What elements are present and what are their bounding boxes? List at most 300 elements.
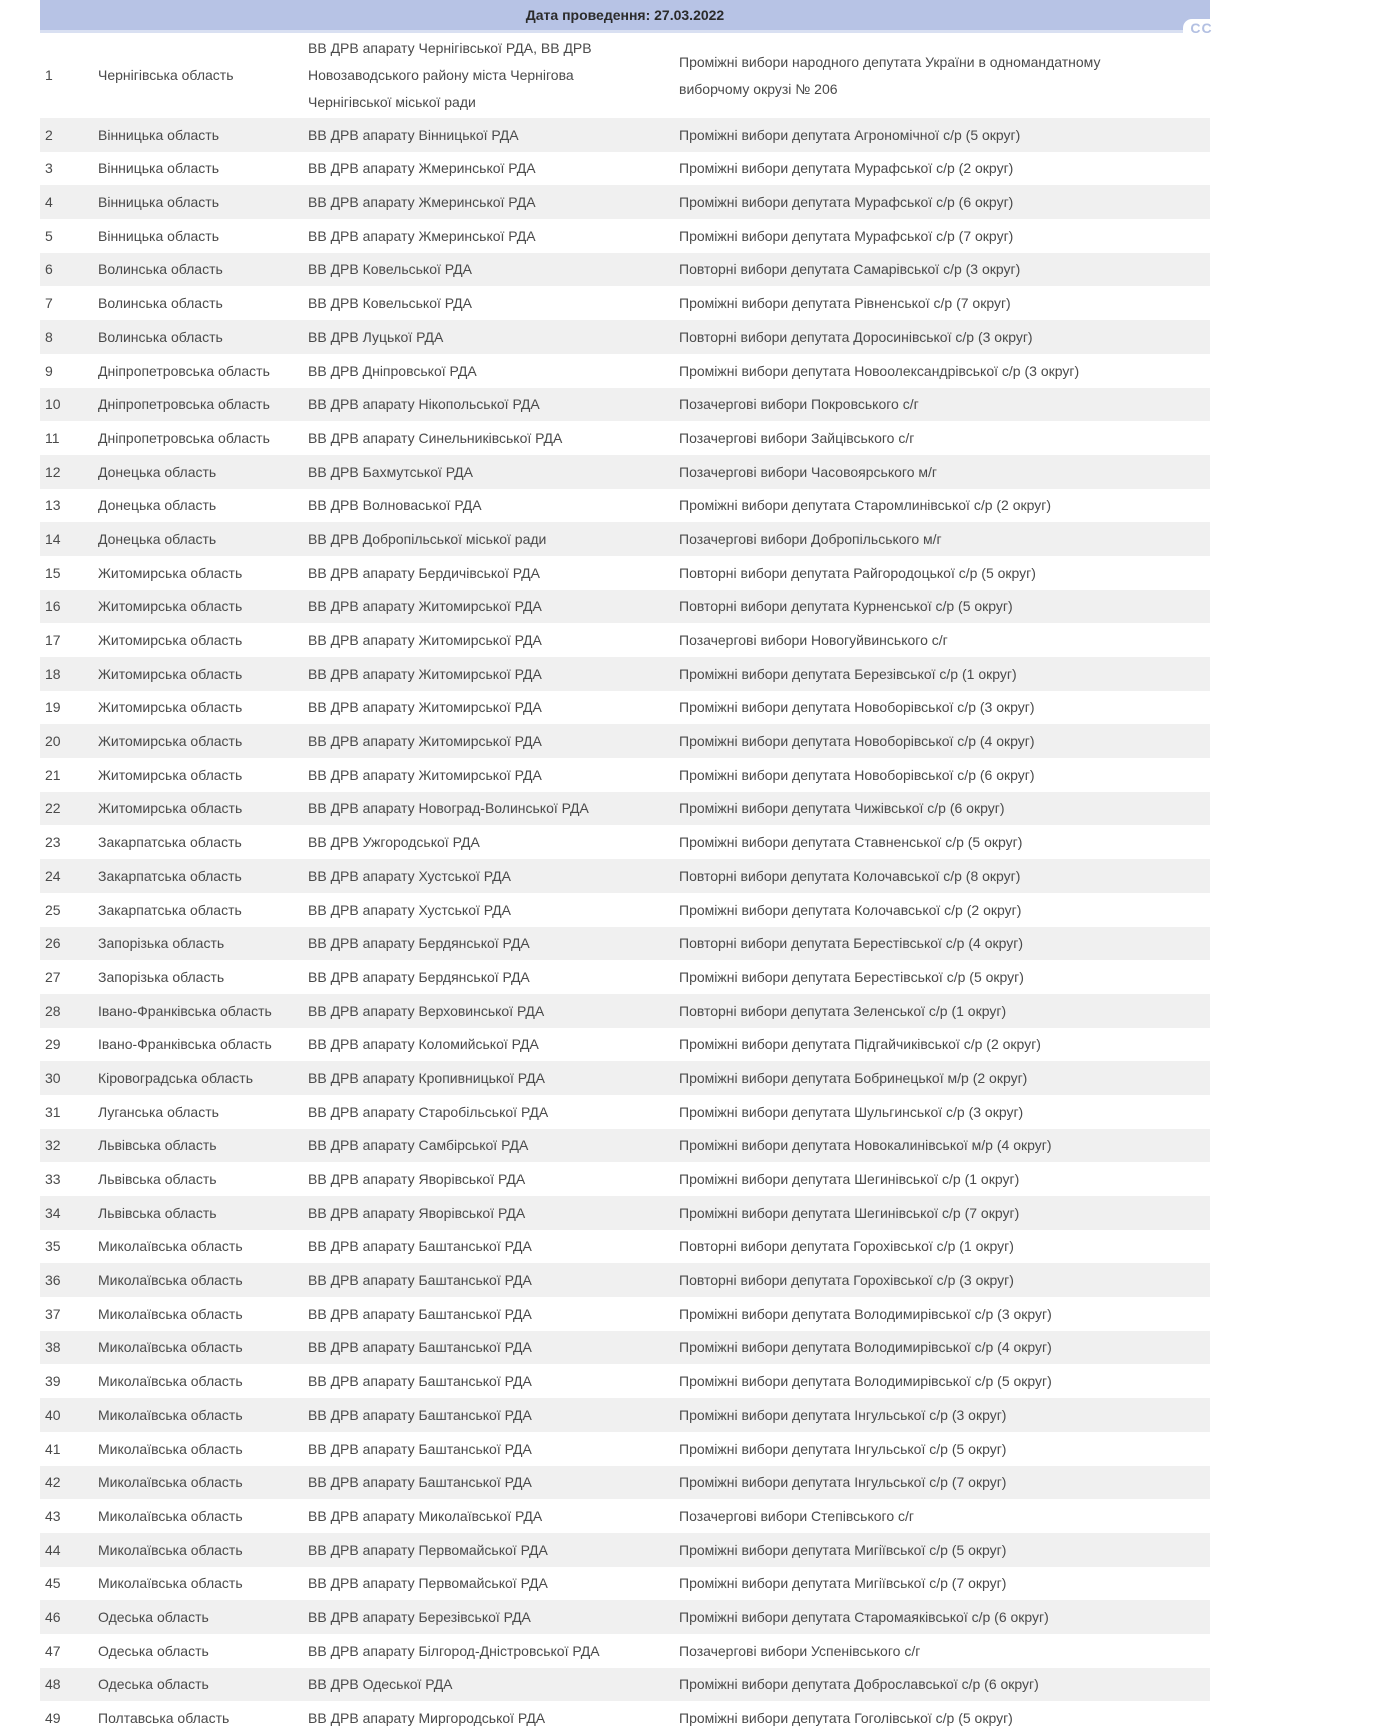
cell-commission-text: ВВ ДРВ апарату Баштанської РДА [308,1440,532,1457]
cell-region-text: Житомирська область [98,766,243,783]
table-row [40,792,1210,826]
cell-commission [303,354,670,388]
cell-region-text: Закарпатська область [98,901,242,918]
cell-election-text: Проміжні вибори депутата Новокалинівської м/р (4 округ) [679,1137,1052,1154]
cc-badge-label: CC [1190,20,1213,33]
cell-commission-text: ВВ ДРВ апарату Житомирської РДА [308,766,542,783]
cell-region-text: Миколаївська область [98,1575,243,1592]
cell-election [670,758,1210,792]
cell-election-text: Проміжні вибори депутата Підгайчиківської с/р (2 округ) [679,1036,1041,1053]
cell-number-text: 10 [45,396,61,413]
cell-election [670,152,1210,186]
cell-number-text: 38 [45,1339,61,1356]
cell-election [670,590,1210,624]
cell-region-text: Миколаївська область [98,1272,243,1289]
cell-number [40,758,95,792]
cell-election-text: Проміжні вибори депутата Чижівської с/р (6 округ) [679,800,1005,817]
cell-region [95,1364,303,1398]
cell-election-text: Проміжні вибори депутата Мурафської с/р (6 округ) [679,194,1014,211]
cell-commission [303,320,670,354]
cell-region [95,825,303,859]
cell-commission-text: ВВ ДРВ апарату Вінницької РДА [308,126,519,143]
cell-election [670,825,1210,859]
cell-region [95,219,303,253]
cell-commission-text: ВВ ДРВ апарату Нікопольської РДА [308,396,540,413]
cell-region [95,1263,303,1297]
cell-region [95,758,303,792]
cell-election-text: Повторні вибори депутата Зеленської с/р (1 округ) [679,1002,1007,1019]
cell-number [40,388,95,422]
table-row [40,927,1210,961]
cell-election-text: Проміжні вибори депутата Мигіївської с/р (5 округ) [679,1541,1007,1558]
cell-election-text: Позачергові вибори Часовоярського м/г [679,463,937,480]
cell-region-text: Житомирська область [98,598,243,615]
table-row [40,1196,1210,1230]
cell-election-text: Повторні вибори депутата Колочавської с/р (8 округ) [679,867,1021,884]
cell-number-text: 42 [45,1474,61,1491]
cell-number-text: 25 [45,901,61,918]
cell-number [40,1466,95,1500]
cell-number [40,657,95,691]
cell-region [95,893,303,927]
cell-commission [303,286,670,320]
cell-region [95,1533,303,1567]
cell-region [95,320,303,354]
cell-commission-text: ВВ ДРВ апарату Баштанської РДА [308,1238,532,1255]
cell-commission-text: ВВ ДРВ Волноваської РДА [308,497,482,514]
cell-election-text: Проміжні вибори депутата Шегинівської с/р (1 округ) [679,1171,1020,1188]
cell-commission-text: ВВ ДРВ апарату Бердянської РДА [308,968,530,985]
cell-commission [303,1668,670,1702]
cell-election-text: Повторні вибори депутата Райгородоцької с/р (5 округ) [679,564,1036,581]
cell-commission-text: ВВ ДРВ апарату Яворівської РДА [308,1171,526,1188]
cell-commission-text: ВВ ДРВ апарату Баштанської РДА [308,1406,532,1423]
table-row [40,1398,1210,1432]
cell-election [670,1600,1210,1634]
cell-number [40,1230,95,1264]
cell-commission-text: ВВ ДРВ апарату Верховинської РДА [308,1002,545,1019]
table-row [40,489,1210,523]
cell-commission [303,1162,670,1196]
cell-commission [303,927,670,961]
cell-commission-text: ВВ ДРВ Бахмутської РДА [308,463,473,480]
cell-number-text: 22 [45,800,61,817]
table-row [40,320,1210,354]
cell-commission [303,893,670,927]
cell-election-text: Позачергові вибори Успенівського с/г [679,1642,921,1659]
cell-region-text: Львівська область [98,1171,217,1188]
cell-commission [303,1263,670,1297]
cell-region-text: Миколаївська область [98,1238,243,1255]
cell-region [95,1331,303,1365]
table-row [40,994,1210,1028]
cell-region-text: Миколаївська область [98,1305,243,1322]
cell-commission-text: ВВ ДРВ апарату Жмеринської РДА [308,160,536,177]
cell-region-text: Одеська область [98,1676,209,1693]
cell-region [95,792,303,826]
table-row [40,1466,1210,1500]
cell-commission [303,994,670,1028]
cell-region-text: Одеська область [98,1642,209,1659]
cell-election-text: Проміжні вибори депутата Новоборівської с/р (4 округ) [679,733,1035,750]
table-row [40,1499,1210,1533]
cell-region [95,1432,303,1466]
cell-region [95,1398,303,1432]
cell-region-text: Миколаївська область [98,1339,243,1356]
cell-number-text: 2 [45,126,53,143]
cell-region-text: Дніпропетровська область [98,362,270,379]
cell-number [40,1499,95,1533]
table-row [40,590,1210,624]
table-row [40,1432,1210,1466]
cell-number-text: 14 [45,530,61,547]
cell-number-text: 46 [45,1608,61,1625]
cell-election [670,994,1210,1028]
cell-election [670,489,1210,523]
cell-number [40,185,95,219]
cell-election-text: Повторні вибори депутата Берестівської с/р (4 округ) [679,935,1023,952]
cell-commission [303,691,670,725]
cell-election-text: Проміжні вибори депутата Мигіївської с/р (7 округ) [679,1575,1007,1592]
cell-election [670,1061,1210,1095]
cell-region [95,623,303,657]
cell-number [40,724,95,758]
cell-number [40,1668,95,1702]
cell-election-text: Позачергові вибори Добропільського м/г [679,530,942,547]
cell-commission-text: ВВ ДРВ апарату Жмеринської РДА [308,227,536,244]
cell-election-text: Проміжні вибори депутата Новоборівської с/р (3 округ) [679,699,1035,716]
cell-commission-text: ВВ ДРВ апарату Новоград-Волинської РДА [308,800,589,817]
cell-commission [303,455,670,489]
cell-number [40,556,95,590]
cell-region-text: Івано-Франківська область [98,1002,272,1019]
cell-region [95,421,303,455]
cell-number [40,590,95,624]
cell-number [40,219,95,253]
cell-region-text: Івано-Франківська область [98,1036,272,1053]
table-row [40,1061,1210,1095]
cell-commission-text: ВВ ДРВ апарату Старобільської РДА [308,1103,549,1120]
cell-commission-text: ВВ ДРВ апарату Хустської РДА [308,867,511,884]
cell-commission-text: ВВ ДРВ апарату Жмеринської РДА [308,194,536,211]
cell-region-text: Житомирська область [98,733,243,750]
cell-number [40,1567,95,1601]
cell-number [40,421,95,455]
cell-number [40,927,95,961]
cell-number-text: 1 [45,67,53,84]
cell-election [670,388,1210,422]
cell-number-text: 49 [45,1710,61,1727]
cell-number [40,33,95,118]
cell-election [670,1028,1210,1062]
cell-commission [303,253,670,287]
cell-election-text: Повторні вибори депутата Горохівської с/р (3 округ) [679,1272,1014,1289]
cell-number [40,691,95,725]
cell-election [670,1263,1210,1297]
table-row [40,522,1210,556]
cell-number [40,1634,95,1668]
table-row [40,859,1210,893]
cell-region-text: Дніпропетровська область [98,396,270,413]
cell-commission-text: ВВ ДРВ Ковельської РДА [308,295,472,312]
cell-region-text: Житомирська область [98,665,243,682]
cell-election-text: Проміжні вибори депутата Ставненської с/р (5 округ) [679,834,1023,851]
table-row [40,1028,1210,1062]
cell-election-text: Проміжні вибори депутата Мурафської с/р (2 округ) [679,160,1014,177]
table-row [40,152,1210,186]
cell-region [95,1567,303,1601]
table-row [40,1600,1210,1634]
cell-election-text: Проміжні вибори депутата Інгульської с/р (7 округ) [679,1474,1007,1491]
cell-election [670,1196,1210,1230]
cell-election [670,1668,1210,1702]
cell-election [670,219,1210,253]
cell-election [670,1634,1210,1668]
cell-number-text: 33 [45,1171,61,1188]
cell-region-text: Вінницька область [98,126,219,143]
cell-number-text: 20 [45,733,61,750]
cell-number [40,118,95,152]
cell-commission [303,859,670,893]
cell-region-text: Закарпатська область [98,867,242,884]
cell-number [40,152,95,186]
cell-number-text: 45 [45,1575,61,1592]
cell-number [40,354,95,388]
cell-election-text: Проміжні вибори депутата Старомаяківської с/р (6 округ) [679,1608,1049,1625]
cell-number-text: 12 [45,463,61,480]
cell-region-text: Донецька область [98,463,217,480]
cell-region [95,522,303,556]
cell-commission-text: ВВ ДРВ апарату Житомирської РДА [308,665,542,682]
cell-election-text: Проміжні вибори депутата Володимирівської с/р (4 округ) [679,1339,1052,1356]
cell-region [95,1095,303,1129]
cell-election-text: Проміжні вибори депутата Березівської с/р (1 округ) [679,665,1017,682]
date-label: Дата проведення: 27.03.2022 [525,7,725,23]
cell-number [40,792,95,826]
table-header-date [40,0,1213,33]
cell-election-text: Позачергові вибори Новогуйвинського с/г [679,632,948,649]
cell-region-text: Донецька область [98,497,217,514]
cell-number [40,1129,95,1163]
table-row [40,1263,1210,1297]
cell-commission [303,1095,670,1129]
cell-election [670,1162,1210,1196]
cell-region [95,1129,303,1163]
cell-election [670,556,1210,590]
cell-commission-text: ВВ ДРВ апарату Житомирської РДА [308,699,542,716]
cell-commission [303,1398,670,1432]
table-row [40,185,1210,219]
cell-region [95,1297,303,1331]
cell-number-text: 24 [45,867,61,884]
cell-election-text: Повторні вибори депутата Курненської с/р (5 округ) [679,598,1013,615]
cell-region-text: Миколаївська область [98,1541,243,1558]
cell-election [670,1095,1210,1129]
cell-commission [303,1331,670,1365]
cell-commission-text: ВВ ДРВ апарату Березівської РДА [308,1608,531,1625]
cell-number [40,286,95,320]
cell-number-text: 34 [45,1204,61,1221]
cell-election [670,33,1210,118]
cell-number-text: 40 [45,1406,61,1423]
cell-commission [303,1061,670,1095]
cell-commission-text: ВВ ДРВ апарату Коломийської РДА [308,1036,539,1053]
cell-region [95,253,303,287]
cell-commission-text: ВВ ДРВ Луцької РДА [308,328,444,345]
cell-commission [303,152,670,186]
cell-election [670,522,1210,556]
cell-election [670,253,1210,287]
cell-commission-text: ВВ ДРВ апарату Хустської РДА [308,901,511,918]
table-row [40,657,1210,691]
cell-region [95,489,303,523]
cell-region-text: Житомирська область [98,632,243,649]
cell-commission [303,792,670,826]
cell-number-text: 27 [45,968,61,985]
cell-election [670,1398,1210,1432]
cell-region [95,724,303,758]
cell-commission-text: ВВ ДРВ апарату Чернігівської РДА, ВВ ДРВ Новозаводського району міста Чернігова Чернігівської міської ради [308,40,592,110]
cell-region-text: Миколаївська область [98,1406,243,1423]
table-row [40,691,1210,725]
cell-election [670,623,1210,657]
cell-region [95,1466,303,1500]
cell-number [40,623,95,657]
cell-number-text: 39 [45,1373,61,1390]
cell-commission [303,185,670,219]
cell-number [40,893,95,927]
cell-region [95,118,303,152]
cell-election-text: Повторні вибори депутата Горохівської с/р (1 округ) [679,1238,1014,1255]
cell-election [670,1701,1210,1730]
cell-commission-text: ВВ ДРВ апарату Самбірської РДА [308,1137,529,1154]
cell-election [670,1567,1210,1601]
cell-election-text: Проміжні вибори депутата Новоборівської с/р (6 округ) [679,766,1035,783]
table-row [40,1230,1210,1264]
cell-election [670,1364,1210,1398]
cell-number [40,1028,95,1062]
cell-region-text: Вінницька область [98,160,219,177]
cell-election [670,1331,1210,1365]
cell-number-text: 15 [45,564,61,581]
table-row [40,219,1210,253]
cell-number [40,1701,95,1730]
table-row [40,354,1210,388]
cell-region [95,927,303,961]
cell-election-text: Проміжні вибори депутата Володимирівської с/р (5 округ) [679,1373,1052,1390]
cell-region [95,1668,303,1702]
cell-region [95,286,303,320]
cell-commission-text: ВВ ДРВ апарату Баштанської РДА [308,1339,532,1356]
cell-region [95,657,303,691]
cell-number [40,1533,95,1567]
cell-commission-text: ВВ ДРВ апарату Синельниківської РДА [308,429,563,446]
cell-region [95,1196,303,1230]
table-row [40,758,1210,792]
cell-election-text: Проміжні вибори депутата Рівненської с/р (7 округ) [679,295,1011,312]
cell-commission [303,960,670,994]
cell-number-text: 16 [45,598,61,615]
cc-badge[interactable] [1183,19,1220,33]
cell-election-text: Проміжні вибори депутата Доброславської с/р (6 округ) [679,1676,1039,1693]
cell-commission [303,33,670,118]
table-row [40,33,1210,118]
cell-number-text: 8 [45,328,53,345]
table-row [40,1297,1210,1331]
cell-region [95,1634,303,1668]
table-row [40,253,1210,287]
cell-election [670,286,1210,320]
cell-commission-text: ВВ ДРВ апарату Житомирської РДА [308,733,542,750]
cell-election [670,185,1210,219]
cell-commission-text: ВВ ДРВ Дніпровської РДА [308,362,477,379]
cell-region-text: Волинська область [98,261,223,278]
cell-region [95,354,303,388]
cell-election-text: Проміжні вибори депутата Старомлинівської с/р (2 округ) [679,497,1052,514]
cell-commission-text: ВВ ДРВ апарату Кропивницької РДА [308,1069,545,1086]
cell-number-text: 5 [45,227,53,244]
table-row [40,724,1210,758]
cell-region [95,185,303,219]
table-row [40,1567,1210,1601]
cell-commission [303,657,670,691]
cell-commission [303,1567,670,1601]
cell-number [40,1095,95,1129]
table-row [40,1129,1210,1163]
cell-number [40,320,95,354]
cell-region-text: Закарпатська область [98,834,242,851]
cell-election [670,455,1210,489]
cell-number-text: 32 [45,1137,61,1154]
cell-election [670,320,1210,354]
cell-number [40,489,95,523]
table-row [40,1533,1210,1567]
cell-number-text: 29 [45,1036,61,1053]
cell-commission [303,1701,670,1730]
cell-commission [303,489,670,523]
cell-election [670,927,1210,961]
cell-commission-text: ВВ ДРВ Добропільської міської ради [308,530,547,547]
cell-election-text: Проміжні вибори депутата Гоголівської с/р (5 округ) [679,1710,1013,1727]
cell-election-text: Проміжні вибори депутата Агрономічної с/р (5 округ) [679,126,1021,143]
cell-number-text: 9 [45,362,53,379]
cell-number [40,825,95,859]
cell-region-text: Волинська область [98,295,223,312]
cell-number-text: 23 [45,834,61,851]
cell-number-text: 7 [45,295,53,312]
cell-commission [303,623,670,657]
cell-number-text: 41 [45,1440,61,1457]
cell-region [95,1701,303,1730]
cell-commission [303,1432,670,1466]
cell-election-text: Проміжні вибори народного депутата України в одномандатному виборчому окрузі № 206 [679,53,1101,97]
cell-commission [303,1634,670,1668]
cell-commission-text: ВВ ДРВ апарату Баштанської РДА [308,1305,532,1322]
table-row [40,1701,1210,1730]
table-body [40,33,1210,1730]
cell-commission [303,1499,670,1533]
cell-number-text: 6 [45,261,53,278]
cell-election [670,792,1210,826]
cell-number-text: 48 [45,1676,61,1693]
cell-region-text: Львівська область [98,1204,217,1221]
cell-region [95,960,303,994]
cell-commission [303,1533,670,1567]
table-row [40,118,1210,152]
cell-region [95,1061,303,1095]
cell-region [95,33,303,118]
cell-election-text: Проміжні вибори депутата Інгульської с/р (3 округ) [679,1406,1007,1423]
